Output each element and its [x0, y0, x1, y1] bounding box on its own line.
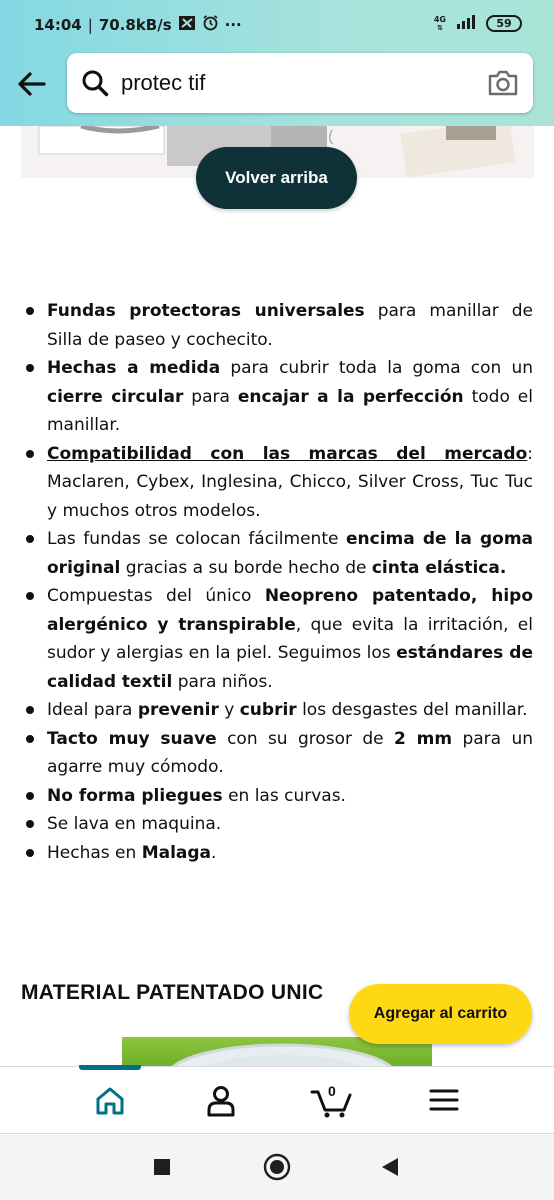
- recents-button[interactable]: [150, 1155, 174, 1179]
- feature-text: Hechas en: [47, 842, 142, 863]
- back-to-top-button[interactable]: Volver arriba: [196, 147, 357, 209]
- feature-text: cubrir: [239, 700, 297, 720]
- triangle-back-icon: [378, 1155, 402, 1179]
- feature-text: , que evita la irritación, el sudor y alergias en la piel. Seguimos los: [47, 614, 533, 663]
- feature-text: estándares de calidad textil: [47, 643, 533, 692]
- signal-icon: [456, 14, 476, 33]
- feature-text: con su grosor de: [216, 728, 394, 749]
- data-saver-icon: [178, 15, 196, 35]
- feature-list: [47, 297, 533, 867]
- feature-text: Se lava en maquina.: [47, 814, 222, 834]
- cart-count: 0: [328, 1083, 336, 1099]
- feature-text: : Maclaren, Cybex, Inglesina, Chicco, Silver Cross, Tuc Tuc y muchos otros modelos.: [47, 443, 533, 521]
- more-notifications: ···: [224, 15, 242, 34]
- feature-item: [47, 782, 533, 811]
- feature-item: [47, 440, 533, 526]
- feature-text: cinta elástica.: [371, 557, 507, 578]
- feature-text: y: [218, 700, 240, 720]
- feature-item: [47, 354, 533, 440]
- feature-text: Hechas a medida: [47, 358, 221, 378]
- search-box[interactable]: [67, 53, 533, 113]
- home-system-button[interactable]: [263, 1153, 291, 1181]
- feature-text: todo el manillar.: [47, 386, 533, 435]
- menu-icon: [425, 1083, 465, 1119]
- feature-text: para un agarre muy cómodo.: [47, 728, 533, 777]
- feature-text: Fundas protectoras universales: [47, 301, 365, 321]
- feature-text: gracias a su borde hecho de: [120, 557, 372, 578]
- nav-account[interactable]: [201, 1083, 241, 1119]
- feature-text: Las fundas se colocan fácilmente: [47, 529, 347, 549]
- nav-home[interactable]: [90, 1083, 130, 1119]
- feature-text: para manillar de Silla de paseo y cochecito.: [47, 301, 534, 350]
- network-speed: 70.8kB/s: [98, 15, 172, 34]
- status-separator: |: [87, 15, 93, 34]
- alarm-icon: [202, 14, 219, 35]
- bottom-nav: [0, 1066, 554, 1134]
- feature-text: Malaga: [141, 842, 212, 863]
- feature-item: [47, 582, 533, 696]
- battery-indicator: 59: [486, 15, 522, 32]
- feature-text: Neopreno patentado, hipo alergénico y transpirable: [47, 586, 533, 635]
- add-to-cart-button[interactable]: Agregar al carrito: [349, 984, 532, 1044]
- back-system-button[interactable]: [378, 1155, 402, 1179]
- feature-item: [47, 525, 533, 582]
- arrow-left-icon: [16, 68, 48, 100]
- feature-text: para niños.: [172, 671, 273, 692]
- feature-text: No forma pliegues: [47, 785, 223, 806]
- feature-text: encajar a la perfección: [237, 386, 464, 407]
- feature-text: Compuestas del único: [47, 586, 265, 606]
- status-time: 14:04: [34, 15, 82, 34]
- status-right: [434, 14, 522, 33]
- feature-text: cierre circular: [47, 386, 184, 407]
- feature-text: .: [211, 842, 217, 863]
- feature-text: para cubrir toda la goma con un: [220, 358, 534, 378]
- feature-text: Ideal para: [47, 700, 138, 720]
- active-tab-indicator: [79, 1065, 141, 1070]
- status-left: [34, 14, 242, 35]
- feature-item: [47, 839, 533, 868]
- magnifier-icon: [81, 69, 109, 97]
- feature-text: encima de la goma original: [47, 529, 534, 578]
- circle-icon: [263, 1153, 291, 1181]
- status-bar: [0, 0, 554, 50]
- home-icon: [90, 1083, 130, 1119]
- feature-text: los desgastes del manillar.: [296, 700, 528, 720]
- feature-item: [47, 725, 533, 782]
- feature-text: 2 mm: [393, 728, 453, 749]
- square-icon: [150, 1155, 174, 1179]
- feature-item: [47, 297, 533, 354]
- camera-icon[interactable]: [487, 68, 519, 98]
- nav-cart[interactable]: [310, 1083, 354, 1119]
- system-nav-bar: [0, 1135, 554, 1200]
- feature-item: [47, 696, 533, 725]
- nav-menu[interactable]: [425, 1083, 465, 1119]
- app-header: [0, 0, 554, 126]
- feature-text: Compatibilidad con las marcas del mercado: [47, 443, 528, 464]
- section-title: MATERIAL PATENTADO UNIC: [21, 981, 324, 1004]
- feature-text: en las curvas.: [222, 785, 346, 806]
- back-button[interactable]: [16, 68, 48, 100]
- network-type: 4G ⇅: [433, 14, 446, 32]
- account-icon: [201, 1083, 241, 1119]
- search-input[interactable]: protec tif: [121, 70, 206, 95]
- feature-text: Tacto muy suave: [47, 728, 217, 749]
- feature-text: para: [183, 386, 238, 407]
- feature-text: prevenir: [137, 700, 219, 720]
- feature-item: [47, 810, 533, 839]
